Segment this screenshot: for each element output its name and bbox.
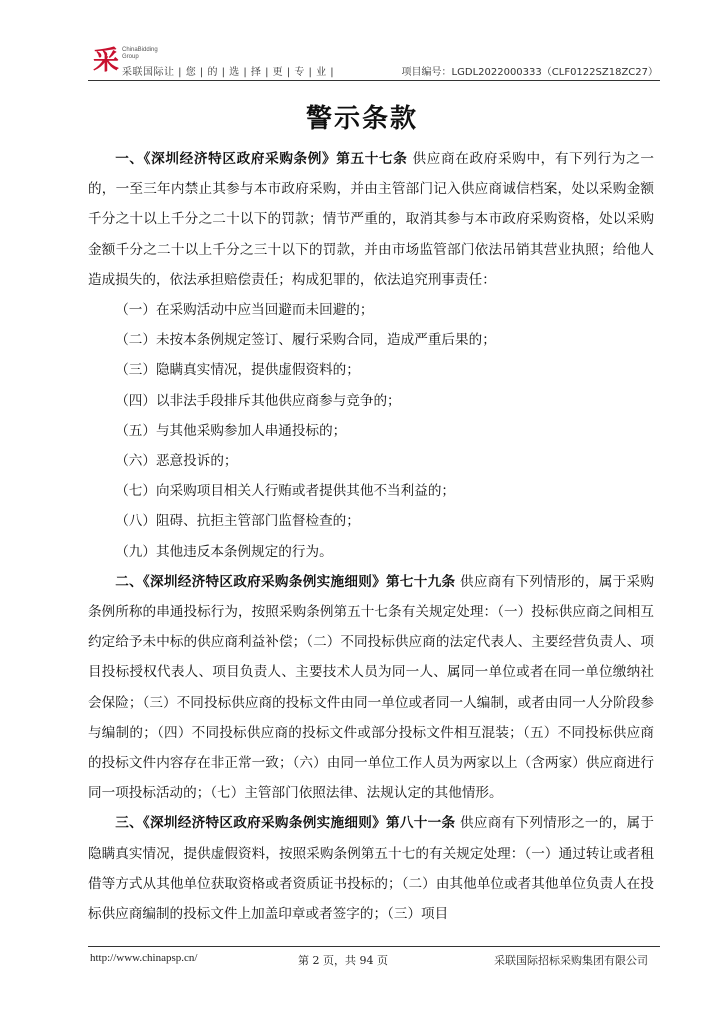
section-2-text: 供应商有下列情形的，属于采购条例所称的串通投标行为，按照采购条例第五十七条有关规定处理：（一）投标供应商之间相互约定给予未中标的供应商利益补偿；（二）不同投标供应商的法定代表人、主要经营负责人、项目投标授权代表人、项目负责人、主要技术人员为同一人、属同一单位或者在同一单位缴纳社会保险；（三）不同投标供应商的投标文件由同一单位或者同一人编制，或者由同一人分阶段参与编制的；（四）不同投标供应商的投标文件或部分投标文件相互混装；（五）不同投标供应商的投标文件内容存在非正常一致；（六）由同一单位工作人员为两家以上（含两家）供应商进行同一项投标活动的；（七）主管部门依照法律、法规认定的其他情形。 xyxy=(88,573,655,802)
page-footer xyxy=(88,946,660,971)
list-item: （五）与其他采购参加人串通投标的； xyxy=(115,422,347,439)
list-item: （七）向采购项目相关人行贿或者提供其他不当利益的； xyxy=(115,483,456,500)
section-2-paragraph xyxy=(88,567,654,809)
list-item: （四）以非法手段排斥其他供应商参与竞争的； xyxy=(115,392,401,409)
list-item: （九）其他违反本条例规定的行为。 xyxy=(115,543,333,560)
list-item: （六）恶意投诉的； xyxy=(115,453,238,470)
section-1-heading: 一、《深圳经济特区政府采购条例》第五十七条 xyxy=(115,151,408,167)
list-item: （八）阻碍、抗拒主管部门监督检查的； xyxy=(115,513,360,530)
page-number: 第 2 页，共 94 页 xyxy=(298,954,388,967)
section-3-text: 供应商有下列情形之一的，属于隐瞒真实情况，提供虚假资料，按照采购条例第五十七的有关规定处理：（一）通过转让或者租借等方式从其他单位获取资格或者资质证书投标的；（二）由其他单位或者其他单位负责人在投标供应商编制的投标文件上加盖印章或者签字的；（三）项目 xyxy=(88,815,655,923)
section-1-paragraph xyxy=(88,144,654,295)
section-3-heading: 三、《深圳经济特区政府采购条例实施细则》第八十一条 xyxy=(115,815,456,832)
page-title: 警示条款 xyxy=(305,104,418,134)
logo-text: ChinaBidding Group xyxy=(122,47,158,60)
document-body xyxy=(88,144,654,929)
header-slogan: 采联国际让 | 您 | 的 | 选 | 择 | 更 | 专 | 业 | xyxy=(122,67,335,78)
company-logo: 采 xyxy=(92,46,119,76)
footer-company: 采联国际招标采购集团有限公司 xyxy=(494,954,648,967)
project-number: 项目编号：LGDL2022000333（CLF0122SZ18ZC27） xyxy=(401,67,658,78)
list-item: （一）在采购活动中应当回避而未回避的； xyxy=(115,302,374,319)
list-item: （三）隐瞒真实情况，提供虚假资料的； xyxy=(115,362,360,379)
section-1-text: 供应商在政府采购中，有下列行为之一的，一至三年内禁止其参与本市政府采购，并由主管部门记入供应商诚信档案，处以采购金额千分之十以上千分之二十以下的罚款；情节严重的，取消其参与本市政府采购资格，处以采购金额千分之二十以上千分之三十以下的罚款，并由市场监管部门依法吊销其营业执照；给他人造成损失的，依法承担赔偿责任；构成犯罪的，依法追究刑事责任： xyxy=(88,151,654,288)
section-2-heading: 二、《深圳经济特区政府采购条例实施细则》第七十九条 xyxy=(115,573,456,590)
footer-url[interactable]: http://www.chinapsp.cn/ xyxy=(90,952,198,964)
page-header xyxy=(88,40,660,81)
list-item: （二）未按本条例规定签订、履行采购合同，造成严重后果的； xyxy=(115,332,496,349)
section-3-paragraph xyxy=(88,808,654,929)
